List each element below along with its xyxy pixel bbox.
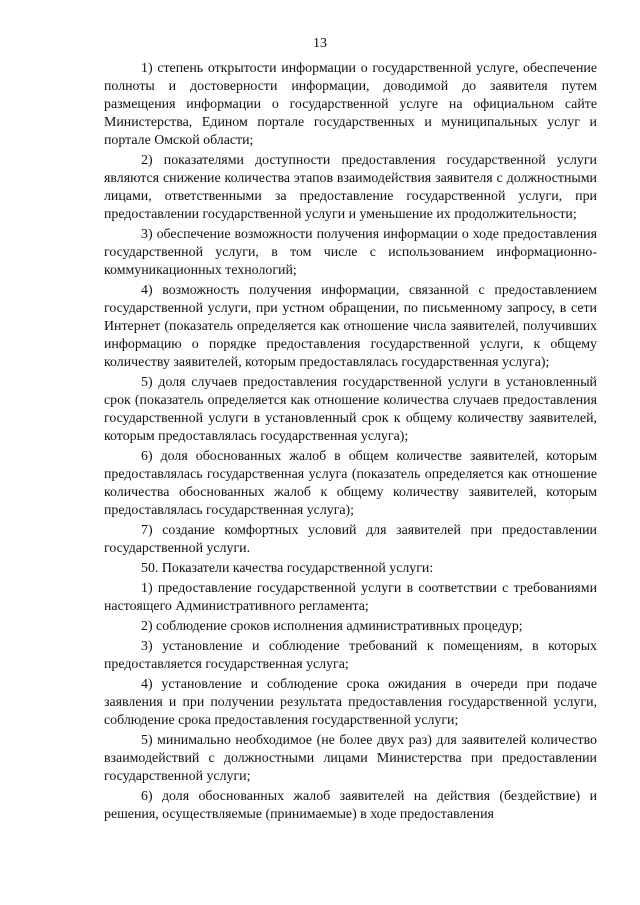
- paragraph-item-1: 1) степень открытости информации о государственной услуге, обеспечение полноты и достоверности информации, доводимой до заявителя путем размещения информации о государственной услуге на официальном сайте Министерства, Едином портале государственных и муниципальных услуг и портале Омской области;: [104, 61, 597, 148]
- quality-item-3: 3) установление и соблюдение требований к помещениям, в которых предоставляется государственная услуга;: [104, 639, 597, 672]
- paragraph-item-2: 2) показателями доступности предоставления государственной услуги являются снижение количества этапов взаимодействия заявителя с должностными лицами, ответственными за предоставление государственной услуги, при предоставлении государственной услуги и уменьшение их продолжительности;: [104, 153, 597, 222]
- paragraph-item-7: 7) создание комфортных условий для заявителей при предоставлении государственной услуги.: [104, 523, 597, 556]
- quality-item-6: 6) доля обоснованных жалоб заявителей на действия (бездействие) и решения, осуществляемые (принимаемые) в ходе предоставления: [104, 789, 597, 822]
- document-body: [104, 60, 597, 826]
- paragraph-item-5: 5) доля случаев предоставления государственной услуги в установленный срок (показатель определяется как отношение количества случаев предоставления государственной услуги в установленный срок к общему количеству заявителей, которым предоставлялась государственная услуга);: [104, 375, 597, 444]
- paragraph-item-6: 6) доля обоснованных жалоб в общем количестве заявителей, которым предоставлялась государственная услуга (показатель определяется как отношение количества обоснованных жалоб к общему количеству заявителей, которым предоставлялась государственная услуга);: [104, 449, 597, 518]
- page-number: 13: [313, 36, 327, 51]
- quality-item-4: 4) установление и соблюдение срока ожидания в очереди при подаче заявления и при получении результата предоставления государственной услуги, соблюдение срока предоставления государственной услуги;: [104, 677, 597, 728]
- quality-item-2: 2) соблюдение сроков исполнения административных процедур;: [141, 619, 523, 634]
- quality-item-1: 1) предоставление государственной услуги в соответствии с требованиями настоящего Административного регламента;: [104, 581, 597, 614]
- paragraph-item-3: 3) обеспечение возможности получения информации о ходе предоставления государственной услуги, в том числе с использованием информационно-коммуникационных технологий;: [104, 227, 597, 278]
- paragraph-item-4: 4) возможность получения информации, связанной с предоставлением государственной услуги, при устном обращении, по письменному запросу, в сети Интернет (показатель определяется как отношение числа заявителей, получивших информацию о порядке предоставления государственной услуги, к общему количеству заявителей, которым предоставлялась государственная услуга);: [104, 283, 597, 370]
- quality-item-5: 5) минимально необходимое (не более двух раз) для заявителей количество взаимодействий с должностными лицами Министерства при предоставлении государственной услуги;: [104, 733, 597, 784]
- section-heading-50: 50. Показатели качества государственной услуги:: [141, 561, 434, 576]
